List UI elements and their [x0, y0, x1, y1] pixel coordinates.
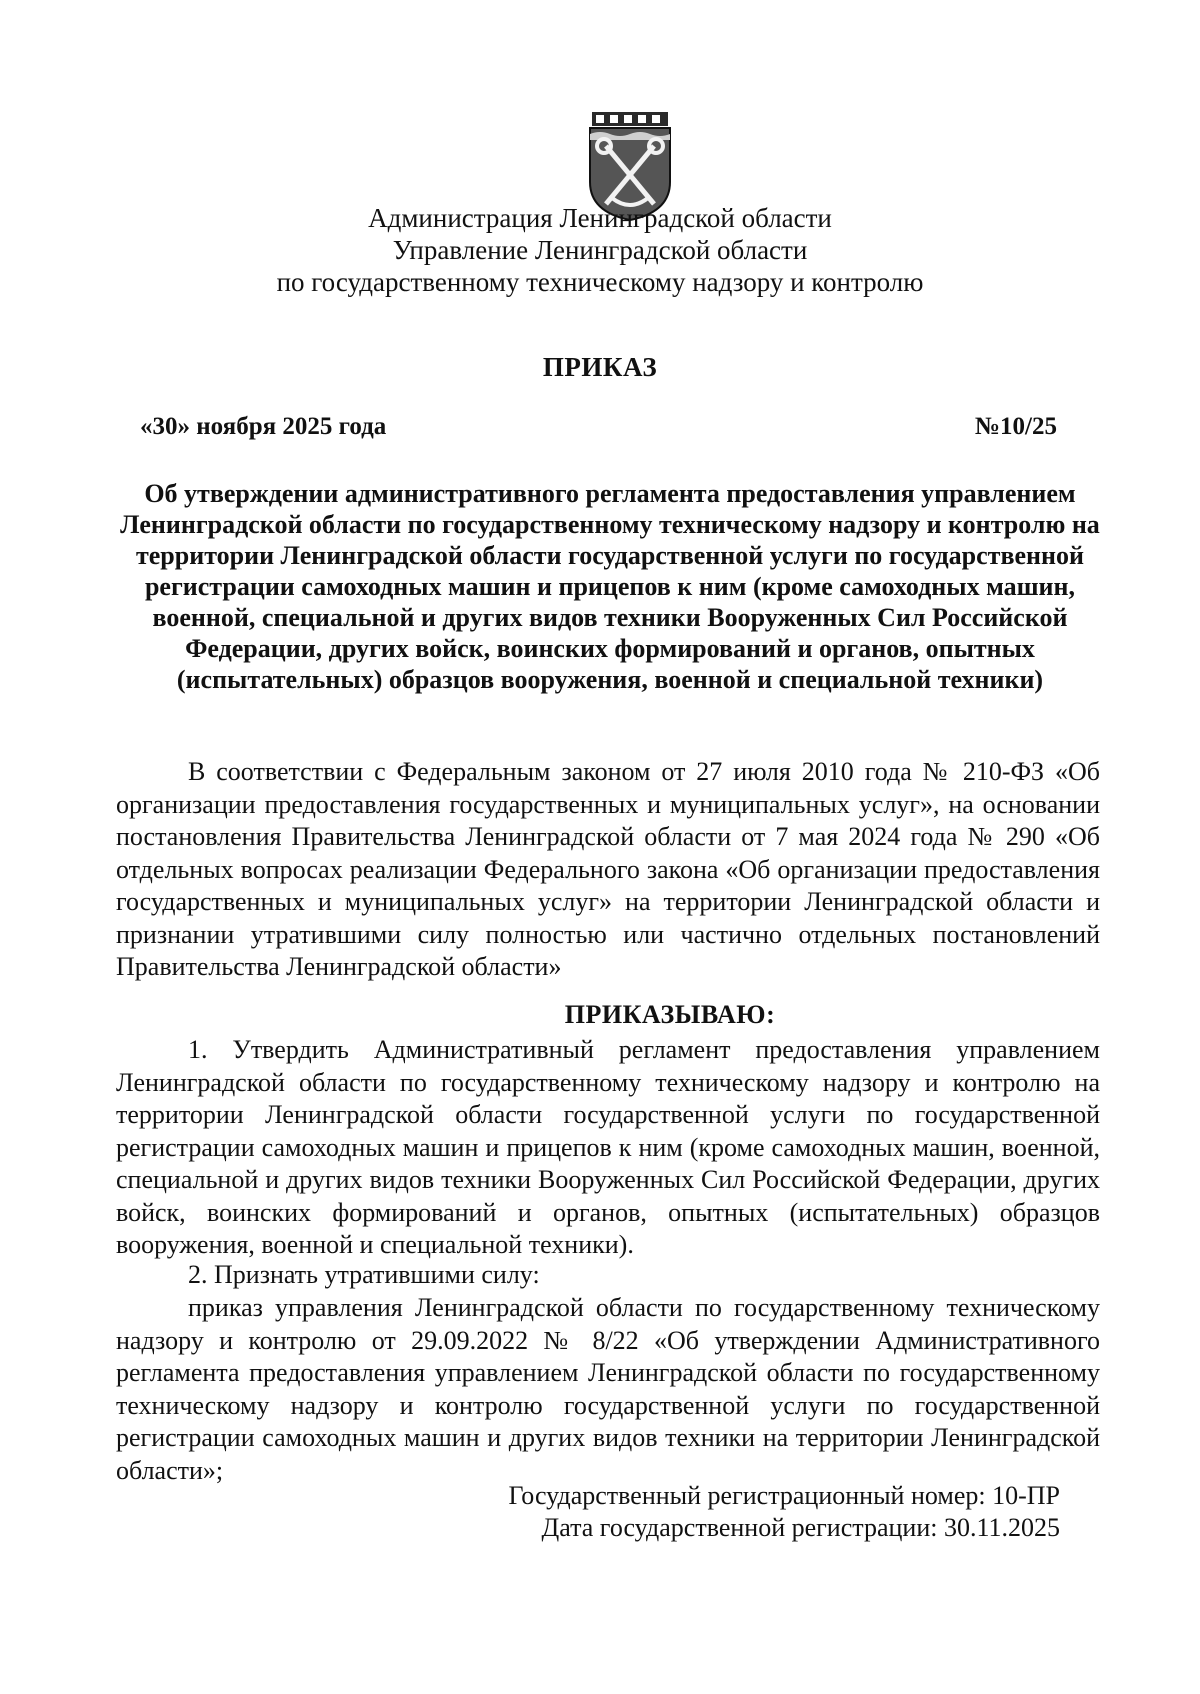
org-name-line-1: Администрация Ленинградской области [368, 203, 832, 233]
order-heading: ПРИКАЗЫВАЮ: [564, 1000, 776, 1029]
document-title: ПРИКАЗ [542, 352, 658, 382]
registration-number: Государственный регистрационный номер: 10-ПР [508, 1481, 1060, 1510]
document-subject: Об утверждении административного регламента предоставления управлением Ленинградской области по государственному техническому надзору и контролю на территории Ленинградской области государственной услуги по государственной регистрации самоходных машин и прицепов к ним (кроме самоходных машин, военной, специальной и других видов техники Вооруженных Сил Российской Федерации, других войск, воинских формирований и органов, опытных (испытательных) образцов вооружения, военной и специальной техники) [120, 479, 1100, 694]
document-date: «30» ноября 2025 года [140, 413, 387, 440]
document-number: №10/25 [974, 413, 1057, 440]
order-item-2: 2. Признать утратившими силу: [188, 1260, 540, 1289]
org-name-line-3: по государственному техническому надзору и контролю [276, 267, 924, 297]
preamble-paragraph: В соответствии с Федеральным законом от 27 июля 2010 года № 210-ФЗ «Об организации предоставления государственных и муниципальных услуг», на основании постановления Правительства Ленинградской области от 7 мая 2024 года № 290 «Об отдельных вопросах реализации Федерального закона «Об организации предоставления государственных и муниципальных услуг» на территории Ленинградской области и признании утратившими силу полностью или частично отдельных постановлений Правительства Ленинградской области» [116, 757, 1100, 981]
order-item-1: 1. Утвердить Административный регламент предоставления управлением Ленинградской области по государственному техническому надзору и контролю на территории Ленинградской области государственной услуги по государственной регистрации самоходных машин и прицепов к ним (кроме самоходных машин, военной, специальной и других видов техники Вооруженных Сил Российской Федерации, других войск, воинских формирований и органов, опытных (испытательных) образцов вооружения, военной и специальной техники). [116, 1035, 1100, 1259]
order-item-2-detail: приказ управления Ленинградской области по государственному техническому надзору и контролю от 29.09.2022 № 8/22 «Об утверждении Административного регламента предоставления управлением Ленинградской области по государственному техническому надзору и контролю государственной услуги по государственной регистрации самоходных машин и других видов техники на территории Ленинградской области»; [116, 1293, 1100, 1485]
org-name-line-2: Управление Ленинградской области [392, 235, 808, 265]
registration-date: Дата государственной регистрации: 30.11.2025 [541, 1513, 1060, 1542]
